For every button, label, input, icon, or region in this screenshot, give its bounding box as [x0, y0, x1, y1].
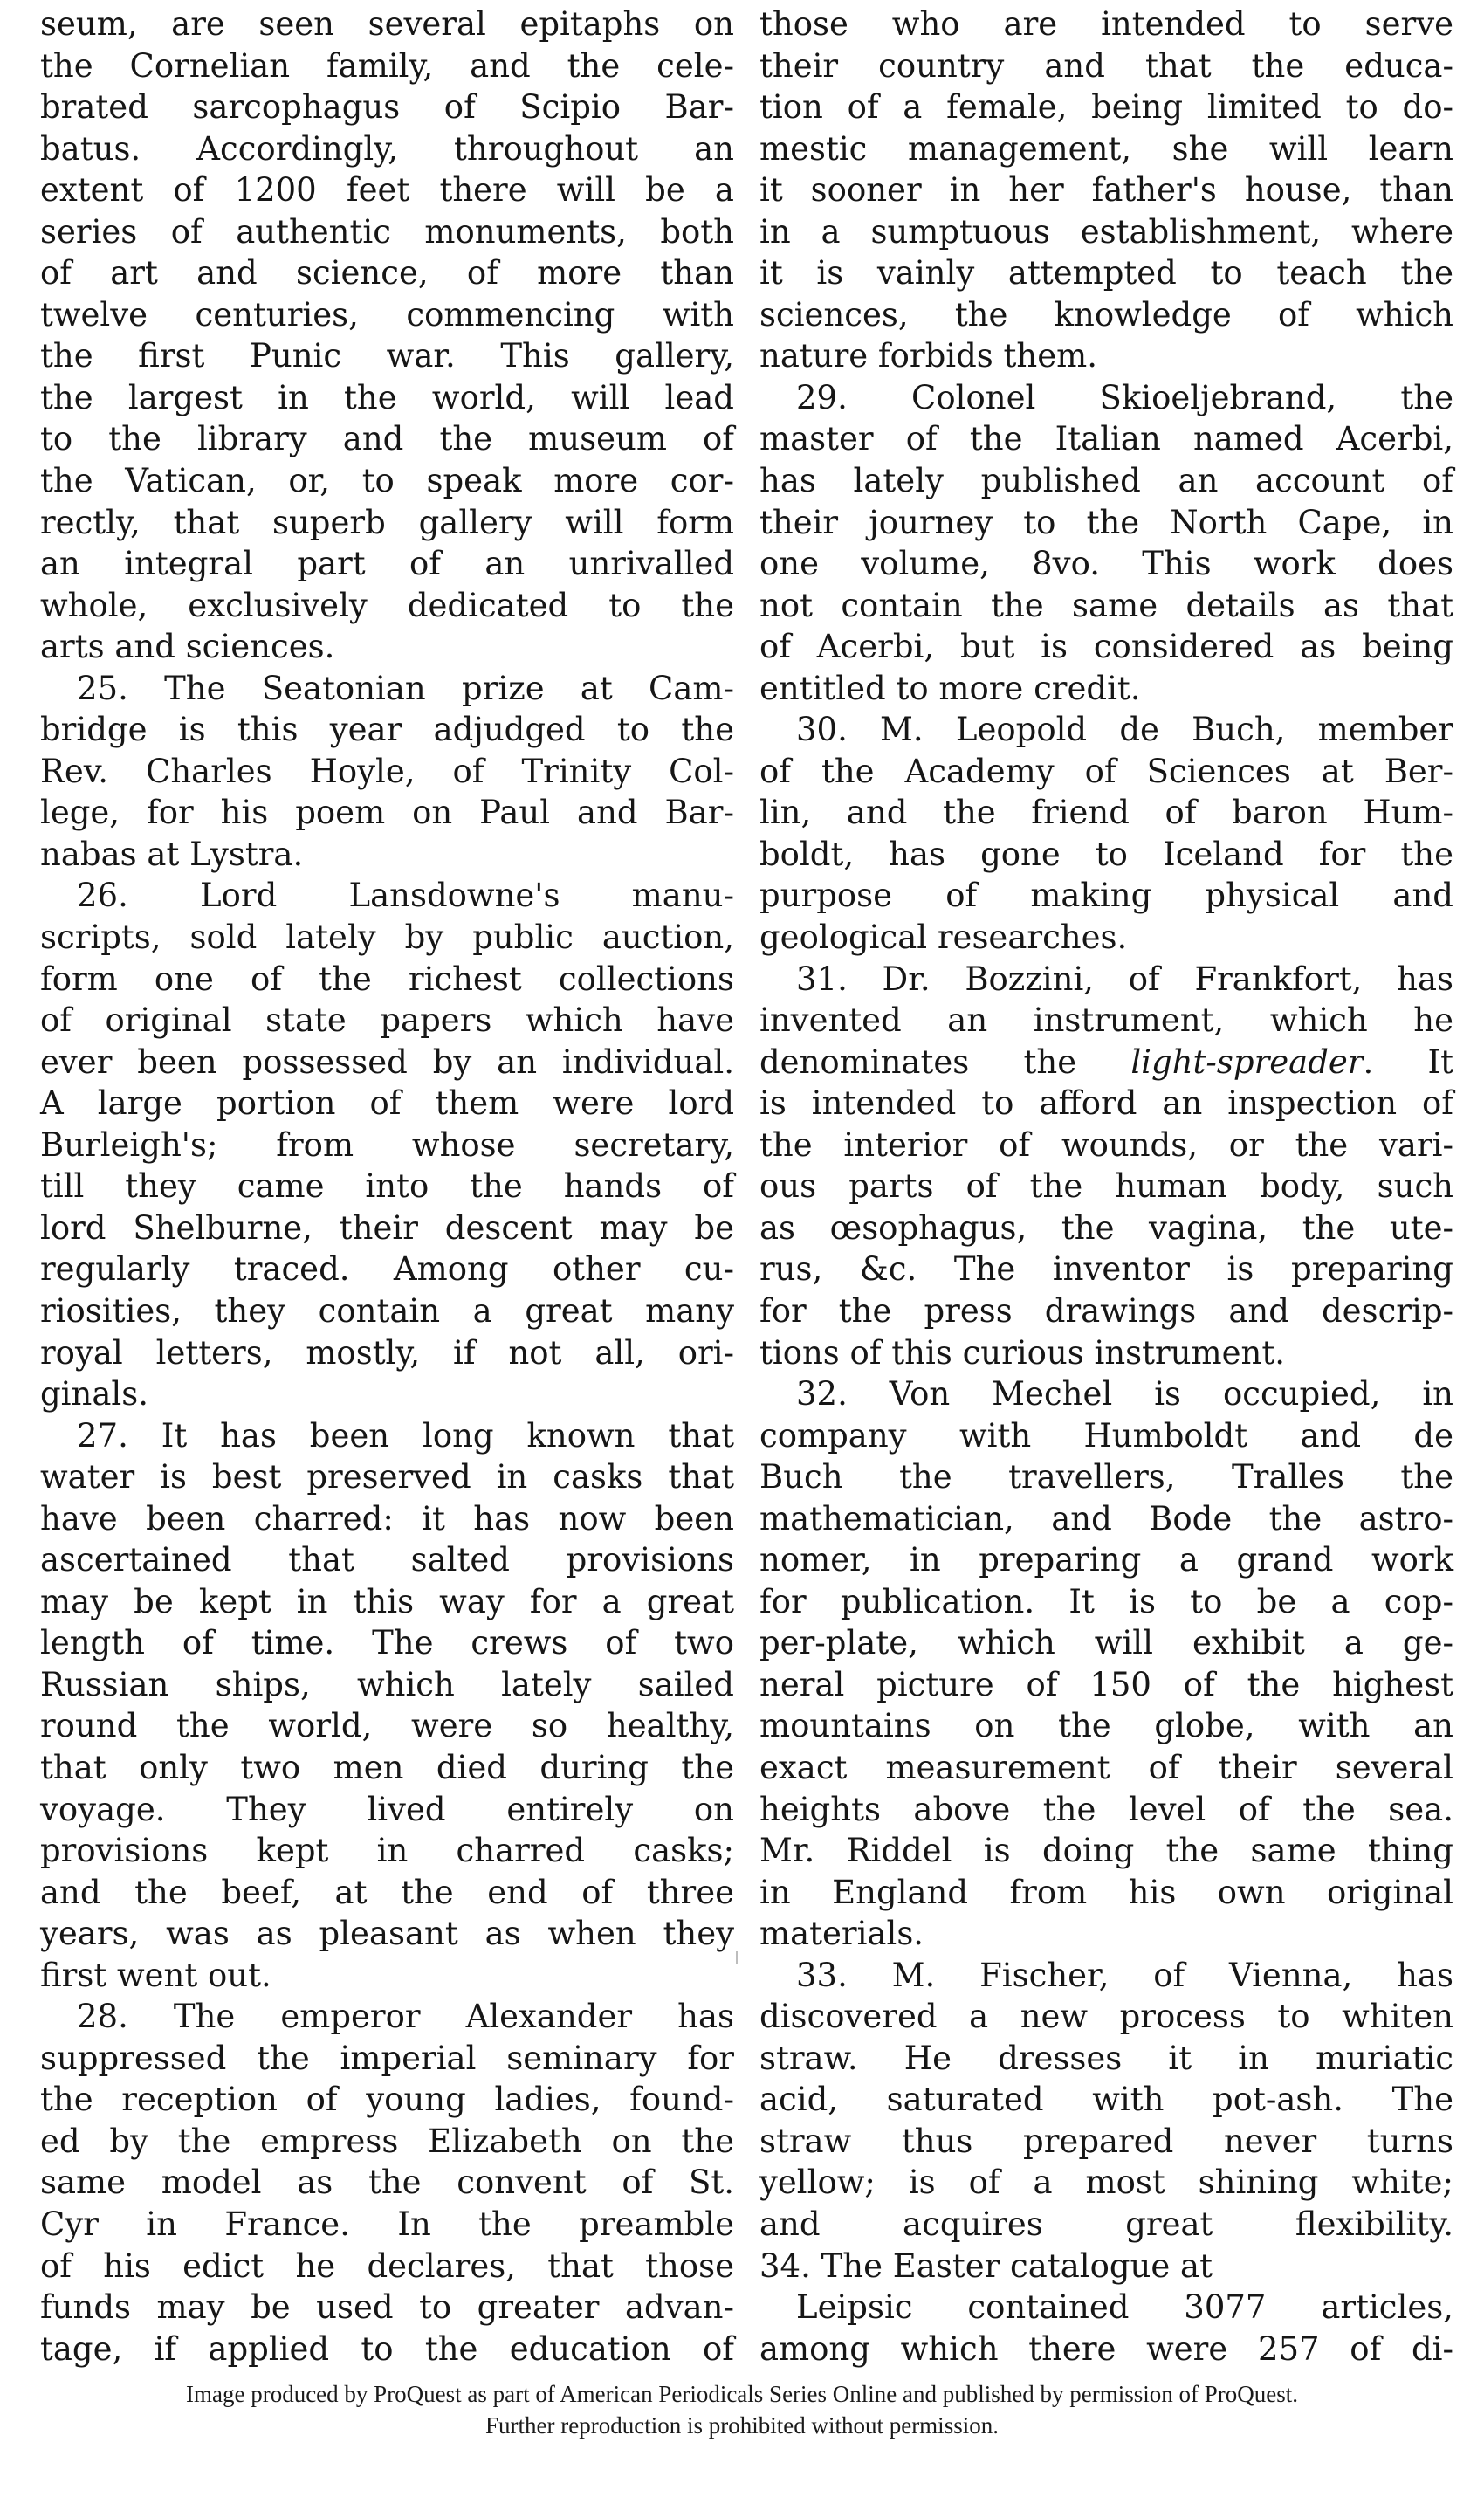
footer-notice-line-2: Further reproduction is prohibited without permission. [485, 2412, 999, 2439]
footer-notice-line-1: Image produced by ProQuest as part of American Periodicals Series Online and published by permission of ProQuest. [186, 2381, 1298, 2407]
text-line: the Cornelian family, and the cele- [40, 46, 734, 85]
text-line: exact measurement of their several [759, 1748, 1453, 1786]
text-line: those who are intended to serve [759, 5, 1453, 43]
text-line: for publication. It is to be a cop- [759, 1582, 1453, 1620]
text-line: in England from his own original [759, 1873, 1453, 1911]
text-line: brated sarcophagus of Scipio Bar- [40, 88, 734, 127]
text-line: straw thus prepared never turns [759, 2122, 1453, 2160]
text-line: lord Shelburne, their descent may be [40, 1208, 734, 1247]
text-line: batus. Accordingly, throughout an [40, 129, 734, 168]
text-line: denominates the light-spreader. It [759, 1042, 1453, 1081]
text-line: nature forbids them. [759, 337, 1097, 375]
text-line: of art and science, of more than [40, 254, 734, 292]
text-line: materials. [759, 1915, 924, 1953]
text-line: the first Punic war. This gallery, [40, 337, 734, 375]
text-line: twelve centuries, commencing with [40, 295, 734, 334]
text-line: has lately published an account of [759, 462, 1453, 500]
text-line: funds may be used to greater advan- [40, 2288, 734, 2327]
text-line: ascertained that salted provisions [40, 1541, 734, 1579]
text-line: the reception of young ladies, found- [40, 2081, 734, 2119]
text-line: provisions kept in charred casks; [40, 1832, 734, 1870]
text-line: of original state papers which have [40, 1001, 734, 1040]
text-line: to the library and the museum of [40, 420, 734, 458]
text-line: it sooner in her father's house, than [759, 171, 1453, 210]
text-line: seum, are seen several epitaphs on [40, 5, 734, 43]
text-line: 33. M. Fischer, of Vienna, has [796, 1956, 1453, 1994]
text-line: series of authentic monuments, both [40, 212, 734, 251]
text-line: tage, if applied to the education of [40, 2329, 734, 2368]
text-line: 26. Lord Lansdowne's manu- [77, 877, 734, 915]
text-line: purpose of making physical and [759, 877, 1453, 915]
text-line: of the Academy of Sciences at Ber- [759, 752, 1453, 790]
text-line: ginals. [40, 1375, 148, 1414]
text-line: 31. Dr. Bozzini, of Frankfort, has [796, 960, 1453, 998]
text-line: length of time. The crews of two [40, 1624, 734, 1662]
text-line: for the press drawings and descrip- [759, 1291, 1453, 1330]
text-line: suppressed the imperial seminary for [40, 2039, 734, 2077]
text-line: master of the Italian named Acerbi, [759, 420, 1453, 458]
text-line: 27. It has been long known that [77, 1416, 734, 1455]
text-line: may be kept in this way for a great [40, 1582, 734, 1620]
text-line: nomer, in preparing a grand work [759, 1541, 1453, 1579]
text-line: mestic management, she will learn [759, 129, 1453, 168]
text-line: lin, and the friend of baron Hum- [759, 794, 1453, 832]
text-line: Burleigh's; from whose secretary, [40, 1125, 734, 1164]
text-line: tion of a female, being limited to do- [759, 88, 1453, 127]
text-line: first went out. [40, 1956, 271, 1994]
italic-term: light-spreader [1130, 1042, 1364, 1081]
column-divider-mark [736, 1951, 738, 1964]
text-line: Leipsic contained 3077 articles, [796, 2288, 1453, 2327]
text-line: extent of 1200 feet there will be a [40, 171, 734, 210]
text-line: scripts, sold lately by public auction, [40, 918, 734, 957]
text-line: geological researches. [759, 918, 1128, 957]
text-line: the largest in the world, will lead [40, 378, 734, 416]
text-line: Buch the travellers, Tralles the [759, 1458, 1453, 1496]
text-line: whole, exclusively dedicated to the [40, 586, 734, 624]
text-line: straw. He dresses it in muriatic [759, 2039, 1453, 2077]
text-line: 28. The emperor Alexander has [77, 1998, 734, 2036]
text-line: regularly traced. Among other cu- [40, 1250, 734, 1289]
text-line: royal letters, mostly, if not all, ori- [40, 1333, 734, 1372]
text-line: an integral part of an unrivalled [40, 545, 734, 583]
text-line: entitled to more credit. [759, 669, 1141, 707]
text-line: have been charred: it has now been [40, 1499, 734, 1538]
text-line: boldt, has gone to Iceland for the [759, 835, 1453, 873]
text-line: discovered a new process to whiten [759, 1998, 1453, 2036]
text-line: lege, for his poem on Paul and Bar- [40, 794, 734, 832]
text-line: 29. Colonel Skioeljebrand, the [796, 378, 1453, 416]
text-line: voyage. They lived entirely on [40, 1790, 734, 1828]
text-line: sciences, the knowledge of which [759, 295, 1453, 334]
text-line: the Vatican, or, to speak more cor- [40, 462, 734, 500]
text-line: 30. M. Leopold de Buch, member [796, 711, 1453, 749]
text-line: as œsophagus, the vagina, the ute- [759, 1208, 1453, 1247]
text-line: and acquires great flexibility. [759, 2205, 1453, 2243]
text-line: it is vainly attempted to teach the [759, 254, 1453, 292]
text-line: ed by the empress Elizabeth on the [40, 2122, 734, 2160]
text-line: the interior of wounds, or the vari- [759, 1125, 1453, 1164]
left-text-column [40, 3, 734, 2370]
text-line: tions of this curious instrument. [759, 1333, 1285, 1372]
text-line: of his edict he declares, that those [40, 2246, 734, 2285]
text-line: rus, &c. The inventor is preparing [759, 1250, 1453, 1289]
text-line: company with Humboldt and de [759, 1416, 1453, 1455]
text-line: water is best preserved in casks that [40, 1458, 734, 1496]
text-line: acid, saturated with pot-ash. The [759, 2081, 1453, 2119]
text-line: round the world, were so healthy, [40, 1707, 734, 1745]
text-line: invented an instrument, which he [759, 1001, 1453, 1040]
text-line: years, was as pleasant as when they [40, 1915, 734, 1953]
text-line: mountains on the globe, with an [759, 1707, 1453, 1745]
text-line: not contain the same details as that [759, 586, 1453, 624]
text-line: 32. Von Mechel is occupied, in [796, 1375, 1453, 1414]
text-line: neral picture of 150 of the highest [759, 1665, 1453, 1703]
text-line: per-plate, which will exhibit a ge- [759, 1624, 1453, 1662]
text-line: 34. The Easter catalogue at [759, 2246, 1213, 2285]
text-line: among which there were 257 of di- [759, 2329, 1453, 2368]
text-line: ous parts of the human body, such [759, 1167, 1453, 1206]
text-line: mathematician, and Bode the astro- [759, 1499, 1453, 1538]
text-line: yellow; is of a most shining white; [759, 2164, 1453, 2202]
right-text-column [759, 3, 1453, 2370]
text-line: that only two men died during the [40, 1748, 734, 1786]
text-line: is intended to afford an inspection of [759, 1084, 1453, 1123]
text-line: ever been possessed by an individual. [40, 1042, 734, 1081]
text-line: riosities, they contain a great many [40, 1291, 734, 1330]
text-line: Russian ships, which lately sailed [40, 1665, 734, 1703]
text-line: and the beef, at the end of three [40, 1873, 734, 1911]
text-line: of Acerbi, but is considered as being [759, 628, 1453, 666]
text-line: arts and sciences. [40, 628, 335, 666]
text-line: Rev. Charles Hoyle, of Trinity Col- [40, 752, 734, 790]
text-line: their journey to the North Cape, in [759, 503, 1453, 541]
text-line: nabas at Lystra. [40, 835, 304, 873]
text-line: same model as the convent of St. [40, 2164, 734, 2202]
text-line: form one of the richest collections [40, 960, 734, 998]
text-line: till they came into the hands of [40, 1167, 734, 1206]
text-line: Mr. Riddel is doing the same thing [759, 1832, 1453, 1870]
text-line: Cyr in France. In the preamble [40, 2205, 734, 2243]
text-line: bridge is this year adjudged to the [40, 711, 734, 749]
text-line: one volume, 8vo. This work does [759, 545, 1453, 583]
text-line: heights above the level of the sea. [759, 1790, 1453, 1828]
text-line: rectly, that superb gallery will form [40, 503, 734, 541]
text-line: their country and that the educa- [759, 46, 1453, 85]
text-line: in a sumptuous establishment, where [759, 212, 1453, 251]
text-line: A large portion of them were lord [40, 1084, 734, 1123]
text-line: 25. The Seatonian prize at Cam- [77, 669, 734, 707]
